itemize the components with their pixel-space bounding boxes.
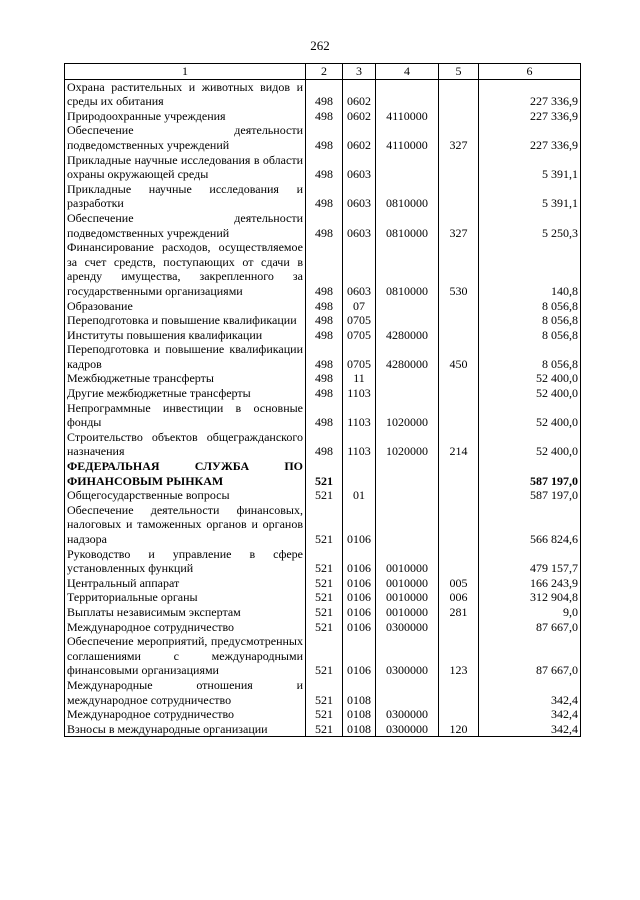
table-row — [65, 313, 581, 328]
table-row — [65, 371, 581, 386]
row-name: Взносы в международные организации — [65, 722, 306, 737]
row-amount: 8 056,8 — [479, 299, 581, 314]
table-row — [65, 634, 581, 678]
row-amount: 227 336,9 — [479, 109, 581, 124]
row-code-section: 0602 — [343, 123, 376, 152]
row-code-expense-type — [439, 547, 479, 576]
row-code-target: 1020000 — [376, 401, 439, 430]
row-code-ministry: 521 — [306, 576, 343, 591]
row-code-expense-type — [439, 79, 479, 109]
row-amount: 342,4 — [479, 707, 581, 722]
table-row — [65, 123, 581, 152]
row-code-ministry: 521 — [306, 547, 343, 576]
row-code-section: 01 — [343, 488, 376, 503]
row-amount: 140,8 — [479, 240, 581, 298]
row-code-section: 1103 — [343, 386, 376, 401]
row-code-target: 0010000 — [376, 590, 439, 605]
row-code-expense-type — [439, 328, 479, 343]
table-row — [65, 386, 581, 401]
row-name: Территориальные органы — [65, 590, 306, 605]
row-code-ministry: 498 — [306, 371, 343, 386]
row-code-target: 0010000 — [376, 605, 439, 620]
table-row — [65, 488, 581, 503]
table-row — [65, 590, 581, 605]
table-row — [65, 503, 581, 547]
row-code-section — [343, 459, 376, 488]
row-code-section: 0106 — [343, 620, 376, 635]
row-amount: 5 391,1 — [479, 153, 581, 182]
row-code-ministry: 498 — [306, 299, 343, 314]
row-name: Прикладные научные исследования и разработки — [65, 182, 306, 211]
column-header-5: 5 — [439, 64, 479, 80]
row-name: ФЕДЕРАЛЬНАЯ СЛУЖБА ПО ФИНАНСОВЫМ РЫНКАМ — [65, 459, 306, 488]
row-name: Финансирование расходов, осуществляемое за счет средств, поступающих от сдачи в аренду имущества, закрепленного за государственными организациями — [65, 240, 306, 298]
row-code-target — [376, 79, 439, 109]
row-code-expense-type — [439, 299, 479, 314]
row-code-section: 11 — [343, 371, 376, 386]
row-amount: 479 157,7 — [479, 547, 581, 576]
row-name: Международное сотрудничество — [65, 620, 306, 635]
table-row — [65, 79, 581, 109]
row-amount: 587 197,0 — [479, 488, 581, 503]
row-code-section: 1103 — [343, 430, 376, 459]
row-code-expense-type: 005 — [439, 576, 479, 591]
row-code-section: 0602 — [343, 79, 376, 109]
row-amount: 8 056,8 — [479, 313, 581, 328]
row-name: Переподготовка и повышение квалификации кадров — [65, 342, 306, 371]
column-header-2: 2 — [306, 64, 343, 80]
row-code-section: 0106 — [343, 634, 376, 678]
row-name: Институты повышения квалификации — [65, 328, 306, 343]
row-code-target — [376, 313, 439, 328]
row-name: Охрана растительных и животных видов и среды их обитания — [65, 79, 306, 109]
row-amount: 566 824,6 — [479, 503, 581, 547]
row-code-ministry: 498 — [306, 182, 343, 211]
row-code-target: 0810000 — [376, 182, 439, 211]
row-code-target: 0010000 — [376, 547, 439, 576]
row-name: Другие межбюджетные трансферты — [65, 386, 306, 401]
row-code-target: 4280000 — [376, 342, 439, 371]
row-code-target: 0810000 — [376, 240, 439, 298]
row-code-expense-type — [439, 313, 479, 328]
row-code-ministry: 498 — [306, 109, 343, 124]
row-code-expense-type — [439, 459, 479, 488]
table-row — [65, 211, 581, 240]
row-code-section: 0108 — [343, 707, 376, 722]
budget-table — [64, 63, 581, 737]
row-code-target: 4110000 — [376, 123, 439, 152]
row-name: Центральный аппарат — [65, 576, 306, 591]
row-code-section: 07 — [343, 299, 376, 314]
row-code-target: 0810000 — [376, 211, 439, 240]
row-code-target: 4280000 — [376, 328, 439, 343]
row-code-target: 0300000 — [376, 722, 439, 737]
row-code-expense-type — [439, 386, 479, 401]
row-amount: 52 400,0 — [479, 371, 581, 386]
row-code-expense-type: 327 — [439, 123, 479, 152]
table-row — [65, 430, 581, 459]
row-code-target: 0300000 — [376, 707, 439, 722]
row-amount: 52 400,0 — [479, 401, 581, 430]
row-code-expense-type: 214 — [439, 430, 479, 459]
row-code-target — [376, 459, 439, 488]
row-code-ministry: 498 — [306, 386, 343, 401]
row-code-section: 0106 — [343, 576, 376, 591]
row-code-ministry: 521 — [306, 707, 343, 722]
row-code-section: 0705 — [343, 313, 376, 328]
row-code-expense-type — [439, 371, 479, 386]
row-code-ministry: 521 — [306, 620, 343, 635]
row-code-section: 0705 — [343, 328, 376, 343]
table-header-row — [65, 64, 581, 80]
column-header-3: 3 — [343, 64, 376, 80]
row-code-ministry: 498 — [306, 240, 343, 298]
row-code-section: 1103 — [343, 401, 376, 430]
row-code-expense-type — [439, 620, 479, 635]
row-name: Международные отношения и международное сотрудничество — [65, 678, 306, 707]
table-row — [65, 342, 581, 371]
row-code-target — [376, 386, 439, 401]
row-code-section: 0106 — [343, 547, 376, 576]
row-code-ministry: 498 — [306, 313, 343, 328]
row-name: Непрограммные инвестиции в основные фонды — [65, 401, 306, 430]
row-code-section: 0106 — [343, 605, 376, 620]
row-code-expense-type: 530 — [439, 240, 479, 298]
row-code-expense-type — [439, 401, 479, 430]
row-code-ministry: 498 — [306, 401, 343, 430]
table-row — [65, 182, 581, 211]
row-code-target — [376, 678, 439, 707]
column-header-4: 4 — [376, 64, 439, 80]
row-code-expense-type: 120 — [439, 722, 479, 737]
row-code-expense-type: 123 — [439, 634, 479, 678]
table-row — [65, 576, 581, 591]
table-body — [65, 79, 581, 737]
row-name: Прикладные научные исследования в области охраны окружающей среды — [65, 153, 306, 182]
row-amount: 5 391,1 — [479, 182, 581, 211]
row-code-ministry: 521 — [306, 459, 343, 488]
row-name: Строительство объектов общегражданского назначения — [65, 430, 306, 459]
column-header-6: 6 — [479, 64, 581, 80]
row-name: Природоохранные учреждения — [65, 109, 306, 124]
row-code-ministry: 521 — [306, 503, 343, 547]
row-name: Выплаты независимым экспертам — [65, 605, 306, 620]
row-name: Руководство и управление в сфере установленных функций — [65, 547, 306, 576]
row-code-target: 0300000 — [376, 620, 439, 635]
table-row — [65, 299, 581, 314]
row-code-expense-type: 327 — [439, 211, 479, 240]
table-row — [65, 605, 581, 620]
row-amount: 52 400,0 — [479, 386, 581, 401]
row-code-expense-type: 006 — [439, 590, 479, 605]
column-header-1: 1 — [65, 64, 306, 80]
table-row — [65, 620, 581, 635]
row-name: Обеспечение деятельности финансовых, налоговых и таможенных органов и органов надзора — [65, 503, 306, 547]
row-code-section: 0603 — [343, 153, 376, 182]
row-code-ministry: 521 — [306, 722, 343, 737]
table-row — [65, 153, 581, 182]
row-name: Обеспечение деятельности подведомственных учреждений — [65, 123, 306, 152]
row-code-expense-type — [439, 678, 479, 707]
table-row — [65, 678, 581, 707]
row-code-ministry: 498 — [306, 430, 343, 459]
table-row — [65, 109, 581, 124]
row-name: Международное сотрудничество — [65, 707, 306, 722]
row-code-target: 0010000 — [376, 576, 439, 591]
row-code-target — [376, 153, 439, 182]
row-amount: 5 250,3 — [479, 211, 581, 240]
row-code-ministry: 521 — [306, 634, 343, 678]
row-name: Межбюджетные трансферты — [65, 371, 306, 386]
row-code-ministry: 498 — [306, 153, 343, 182]
row-code-target — [376, 371, 439, 386]
row-amount: 227 336,9 — [479, 79, 581, 109]
row-code-target: 4110000 — [376, 109, 439, 124]
table-row — [65, 707, 581, 722]
row-amount: 342,4 — [479, 678, 581, 707]
table-row — [65, 328, 581, 343]
row-amount: 8 056,8 — [479, 328, 581, 343]
row-code-target: 1020000 — [376, 430, 439, 459]
row-amount: 52 400,0 — [479, 430, 581, 459]
row-amount: 87 667,0 — [479, 620, 581, 635]
row-code-target — [376, 503, 439, 547]
row-code-ministry: 498 — [306, 123, 343, 152]
row-name: Обеспечение мероприятий, предусмотренных соглашениями с международными финансовыми организациями — [65, 634, 306, 678]
table-row — [65, 722, 581, 737]
row-amount: 9,0 — [479, 605, 581, 620]
row-code-section: 0108 — [343, 722, 376, 737]
row-amount: 342,4 — [479, 722, 581, 737]
row-amount: 312 904,8 — [479, 590, 581, 605]
row-amount: 227 336,9 — [479, 123, 581, 152]
row-code-section: 0602 — [343, 109, 376, 124]
row-code-section: 0705 — [343, 342, 376, 371]
row-code-section: 0603 — [343, 211, 376, 240]
row-code-expense-type — [439, 153, 479, 182]
row-code-section: 0106 — [343, 503, 376, 547]
row-amount: 587 197,0 — [479, 459, 581, 488]
table-row — [65, 240, 581, 298]
row-code-ministry: 498 — [306, 342, 343, 371]
row-code-ministry: 498 — [306, 79, 343, 109]
row-code-expense-type: 281 — [439, 605, 479, 620]
row-amount: 8 056,8 — [479, 342, 581, 371]
row-code-section: 0603 — [343, 182, 376, 211]
row-code-section: 0108 — [343, 678, 376, 707]
table-row — [65, 547, 581, 576]
row-code-expense-type — [439, 109, 479, 124]
row-code-ministry: 498 — [306, 328, 343, 343]
row-amount: 87 667,0 — [479, 634, 581, 678]
row-amount: 166 243,9 — [479, 576, 581, 591]
row-code-section: 0603 — [343, 240, 376, 298]
row-code-expense-type — [439, 707, 479, 722]
row-name: Общегосударственные вопросы — [65, 488, 306, 503]
row-code-ministry: 521 — [306, 488, 343, 503]
row-code-section: 0106 — [343, 590, 376, 605]
row-code-ministry: 498 — [306, 211, 343, 240]
row-code-ministry: 521 — [306, 678, 343, 707]
row-code-expense-type — [439, 503, 479, 547]
row-code-target: 0300000 — [376, 634, 439, 678]
row-code-ministry: 521 — [306, 605, 343, 620]
row-name: Образование — [65, 299, 306, 314]
row-code-expense-type: 450 — [439, 342, 479, 371]
row-name: Переподготовка и повышение квалификации — [65, 313, 306, 328]
row-code-expense-type — [439, 488, 479, 503]
row-code-target — [376, 488, 439, 503]
table-row — [65, 401, 581, 430]
page-number: 262 — [310, 38, 330, 53]
row-code-target — [376, 299, 439, 314]
row-name: Обеспечение деятельности подведомственных учреждений — [65, 211, 306, 240]
row-code-ministry: 521 — [306, 590, 343, 605]
table-row — [65, 459, 581, 488]
row-code-expense-type — [439, 182, 479, 211]
